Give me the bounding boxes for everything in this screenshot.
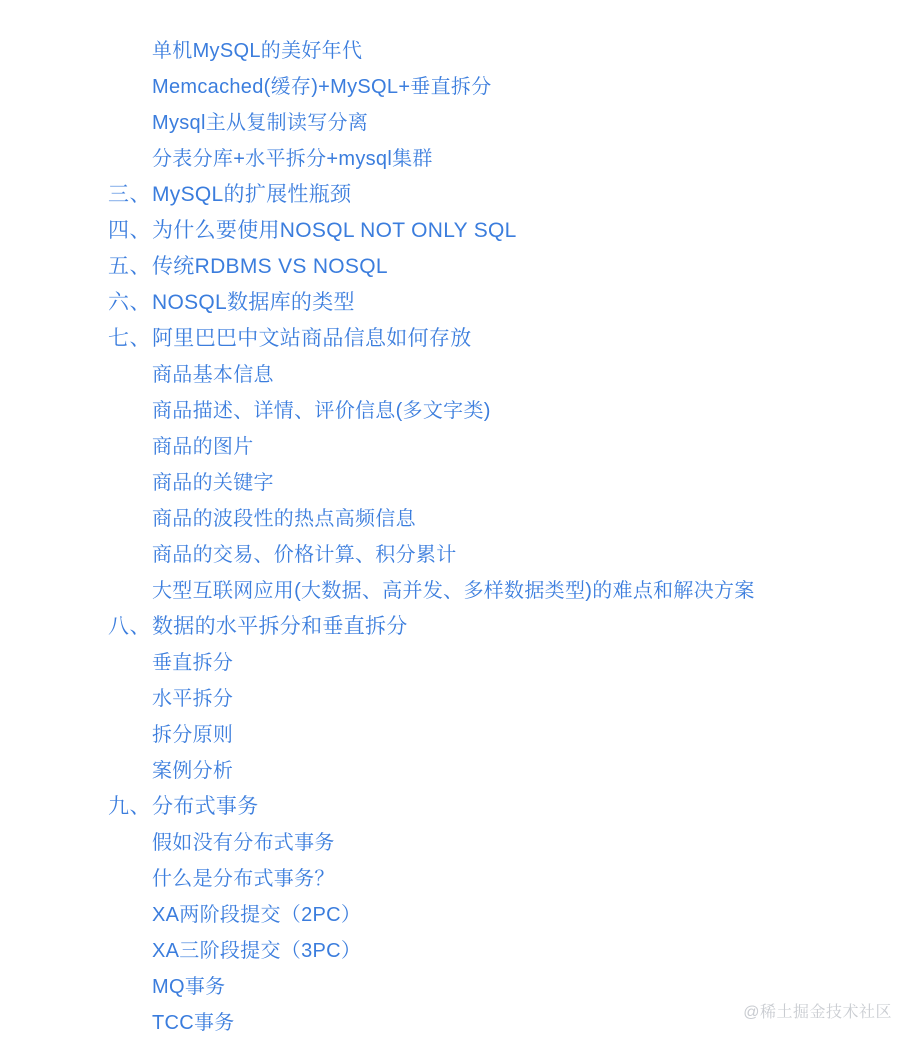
- toc-sub-item[interactable]: [0, 538, 918, 574]
- toc-item-label[interactable]: XA两阶段提交（2PC）: [152, 904, 362, 926]
- toc-item-label[interactable]: 什么是分布式事务？: [152, 868, 335, 890]
- toc-item-number: 四、: [108, 219, 151, 242]
- toc-sub-item[interactable]: [0, 430, 918, 466]
- toc-sub-item[interactable]: [0, 70, 918, 106]
- toc-sub-item[interactable]: [0, 934, 918, 970]
- toc-sub-item[interactable]: [0, 502, 918, 538]
- toc-item-number: 三、: [108, 183, 151, 206]
- toc-item-label[interactable]: 案例分析: [152, 760, 234, 782]
- toc-item-label[interactable]: MQ事务: [152, 976, 226, 998]
- toc-sub-item[interactable]: [0, 862, 918, 898]
- toc-item-label[interactable]: 水平拆分: [152, 688, 234, 710]
- toc-item-label[interactable]: 大型互联网应用(大数据、高并发、多样数据类型)的难点和解决方案: [152, 580, 755, 602]
- toc-top-item[interactable]: [0, 322, 918, 358]
- table-of-contents: [0, 34, 918, 1042]
- toc-item-label[interactable]: 分布式事务: [152, 795, 259, 818]
- toc-item-label[interactable]: 商品描述、详情、评价信息(多文字类): [152, 400, 491, 422]
- toc-sub-item[interactable]: [0, 466, 918, 502]
- toc-item-label[interactable]: MySQL的扩展性瓶颈: [152, 183, 352, 206]
- toc-item-label[interactable]: TCC事务: [152, 1012, 235, 1034]
- toc-sub-item[interactable]: [0, 574, 918, 610]
- toc-sub-item[interactable]: [0, 394, 918, 430]
- toc-item-number: 七、: [108, 327, 151, 350]
- toc-sub-item[interactable]: [0, 34, 918, 70]
- toc-item-label[interactable]: 商品的图片: [152, 436, 254, 458]
- toc-item-label[interactable]: 分表分库+水平拆分+mysql集群: [152, 148, 433, 170]
- toc-sub-item[interactable]: [0, 826, 918, 862]
- toc-item-label[interactable]: 拆分原则: [152, 724, 234, 746]
- toc-top-item[interactable]: [0, 250, 918, 286]
- toc-item-label[interactable]: 商品的交易、价格计算、积分累计: [152, 544, 457, 566]
- toc-sub-item[interactable]: [0, 358, 918, 394]
- watermark: @稀土掘金技术社区: [743, 1004, 892, 1021]
- toc-item-label[interactable]: 单机MySQL的美好年代: [152, 40, 363, 62]
- toc-sub-item[interactable]: [0, 682, 918, 718]
- toc-item-label[interactable]: XA三阶段提交（3PC）: [152, 940, 362, 962]
- toc-item-number: 六、: [108, 291, 151, 314]
- toc-item-label[interactable]: 商品的波段性的热点高频信息: [152, 508, 416, 530]
- toc-item-label[interactable]: Mysql主从复制读写分离: [152, 112, 369, 134]
- toc-item-label[interactable]: 数据的水平拆分和垂直拆分: [152, 615, 408, 638]
- toc-item-label[interactable]: 商品的关键字: [152, 472, 274, 494]
- toc-sub-item[interactable]: [0, 106, 918, 142]
- toc-top-item[interactable]: [0, 610, 918, 646]
- toc-top-item[interactable]: [0, 178, 918, 214]
- toc-item-label[interactable]: 假如没有分布式事务: [152, 832, 335, 854]
- toc-item-number: 五、: [108, 255, 151, 278]
- toc-item-label[interactable]: 垂直拆分: [152, 652, 234, 674]
- toc-item-number: 八、: [108, 615, 151, 638]
- toc-top-item[interactable]: [0, 790, 918, 826]
- toc-item-label[interactable]: 商品基本信息: [152, 364, 274, 386]
- toc-item-label[interactable]: NOSQL数据库的类型: [152, 291, 355, 314]
- toc-sub-item[interactable]: [0, 646, 918, 682]
- toc-item-label[interactable]: Memcached(缓存)+MySQL+垂直拆分: [152, 76, 492, 98]
- toc-item-label[interactable]: 阿里巴巴中文站商品信息如何存放: [152, 327, 472, 350]
- toc-top-item[interactable]: [0, 214, 918, 250]
- toc-sub-item[interactable]: [0, 898, 918, 934]
- toc-sub-item[interactable]: [0, 718, 918, 754]
- toc-item-label[interactable]: 为什么要使用NOSQL NOT ONLY SQL: [152, 219, 517, 242]
- toc-item-label[interactable]: 传统RDBMS VS NOSQL: [152, 255, 388, 278]
- toc-item-number: 九、: [108, 795, 151, 818]
- toc-sub-item[interactable]: [0, 754, 918, 790]
- toc-sub-item[interactable]: [0, 142, 918, 178]
- toc-top-item[interactable]: [0, 286, 918, 322]
